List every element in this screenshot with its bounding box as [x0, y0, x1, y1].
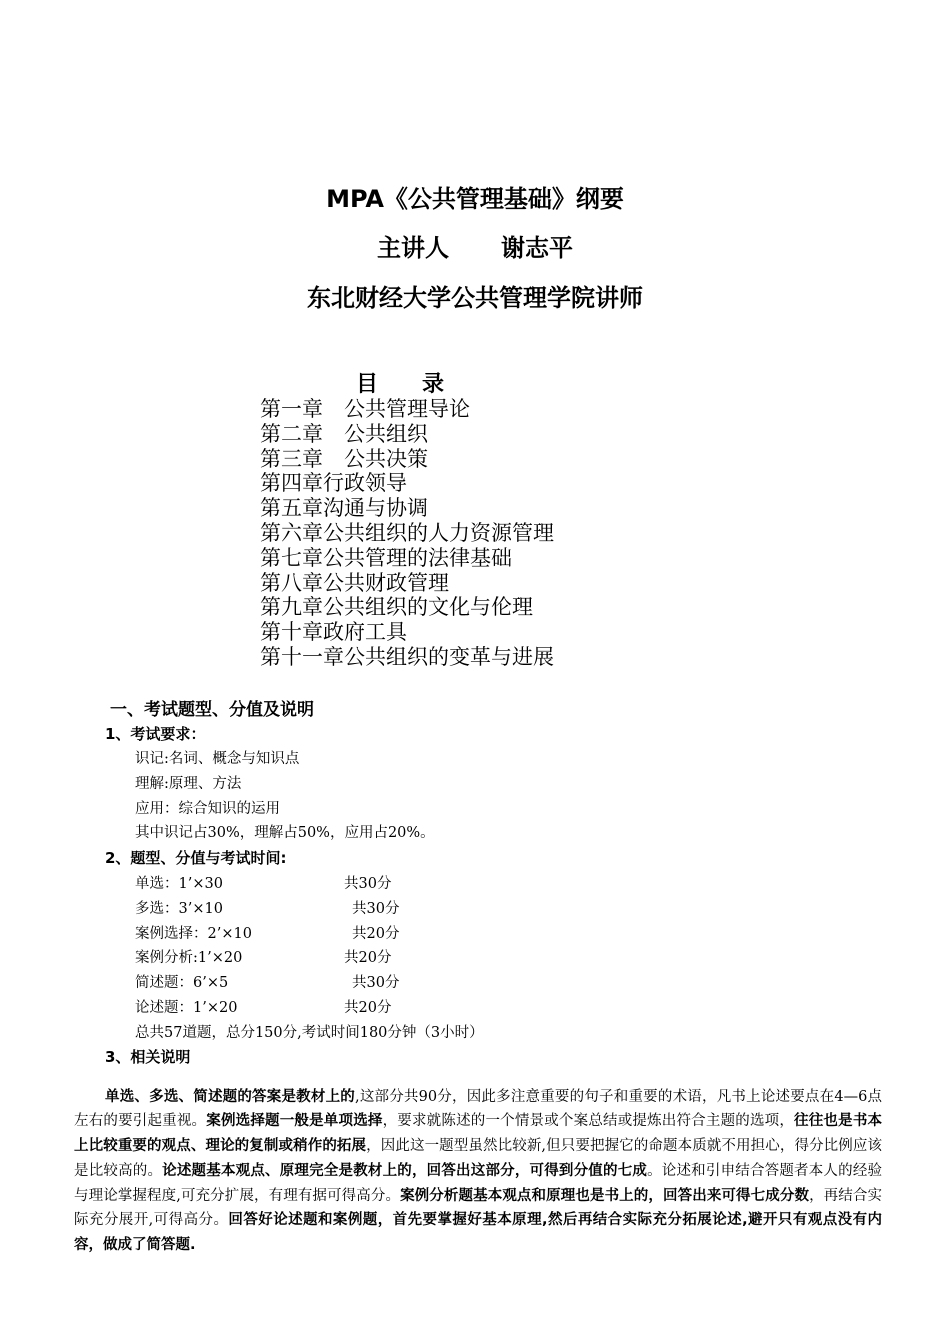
text-run: ，要求就陈述的一个情景或个案总结或提炼出符合主题的选项，: [382, 1113, 795, 1130]
lecturer-name: 谢志平: [501, 234, 573, 262]
question-type-row: [135, 996, 484, 1021]
exam-requirements-list: [135, 747, 435, 846]
subsection-heading-question-types: 2、题型、分值与考试时间:: [105, 849, 287, 867]
question-type-score: 共30分: [344, 876, 392, 892]
lecturer-line: [0, 232, 950, 264]
toc-item: 第六章公共组织的人力资源管理: [260, 520, 554, 545]
question-type-label: 简述题：6’×5: [135, 975, 229, 992]
toc-item: 第七章公共管理的法律基础: [260, 545, 512, 570]
question-type-row: [135, 897, 484, 922]
toc-item: 第九章公共组织的文化与伦理: [260, 595, 533, 620]
question-type-score: 共30分: [352, 900, 400, 917]
notes-paragraph: [74, 1085, 882, 1259]
toc-item: 第八章公共财政管理: [260, 570, 449, 595]
question-type-label: 单选：1’×30: [135, 876, 223, 892]
subsection-heading-exam-requirements: 1、考试要求：: [105, 725, 206, 743]
question-type-row: [135, 872, 484, 897]
question-type-label: 论述题：1’×20: [135, 999, 238, 1016]
list-item: 应用：综合知识的运用: [135, 800, 280, 817]
text-run: ，因此这一题型虽然比较新,但只要把握它的命题本质就不用担心，得分比例应该是比较高的。: [74, 1138, 882, 1179]
list-item: 识记:名词、概念与知识点: [135, 751, 300, 767]
subsection-heading-notes: 3、相关说明: [105, 1048, 191, 1066]
emphasis-run: 案例选择题一般是单项选择: [206, 1113, 383, 1130]
question-type-score: 共20分: [352, 925, 400, 942]
toc-heading: 目 录: [356, 372, 445, 397]
question-type-label: 案例分析:1’×20: [135, 950, 243, 967]
toc-item: 第三章 公共决策: [260, 446, 428, 471]
document-title: MPA《公共管理基础》纲要: [326, 185, 624, 213]
affiliation: 东北财经大学公共管理学院讲师: [307, 284, 643, 312]
toc-item: 第二章 公共组织: [260, 421, 428, 446]
question-type-row: [135, 922, 484, 947]
text-run: 。论述和引申结合答题者本人的经验与理论掌握程度,可充分扩展，有理有据可得高分。: [74, 1162, 883, 1204]
question-type-row: [135, 946, 484, 971]
section-heading: 一、考试题型、分值及说明: [110, 700, 314, 720]
emphasis-run: 回答好论述题和案例题，首先要掌握好基本原理,然后再结合实际充分拓展论述,避开只有观点没有内容，做成了简答题.: [74, 1212, 883, 1254]
question-types-list: [135, 872, 484, 1046]
question-type-label: 多选：3’×10: [135, 900, 223, 917]
toc-item: 第十一章公共组织的变革与进展: [260, 644, 554, 669]
question-type-score: 共30分: [352, 975, 400, 992]
toc-item: 第四章行政领导: [260, 471, 407, 496]
emphasis-run: 单选、多选、简述题的答案是教材上的: [105, 1088, 355, 1105]
text-run: ，再结合实际充分展开,可得高分。: [74, 1187, 883, 1229]
question-type-score: 共20分: [344, 999, 392, 1016]
toc-item: 第十章政府工具: [260, 620, 407, 645]
emphasis-run: 往往也是书本上比较重要的观点、理论的复制或稍作的拓展: [74, 1113, 883, 1155]
emphasis-run: 案例分析题基本观点和原理也是书上的，回答出来可得七成分数: [400, 1187, 810, 1204]
lecturer-label: 主讲人: [377, 234, 449, 262]
list-item: 理解:原理、方法: [135, 775, 242, 792]
toc-item: 第五章沟通与协调: [260, 496, 428, 521]
table-of-contents: [260, 397, 554, 670]
text-run: ,这部分共90分，因此多注意重要的句子和重要的术语，凡书上论述要点在4—6点左右的要引起重视。: [74, 1088, 882, 1130]
list-item: 其中识记占30%，理解占50%，应用占20%。: [135, 825, 435, 842]
toc-item: 第一章 公共管理导论: [260, 397, 470, 421]
question-type-row: [135, 971, 484, 996]
question-type-label: 案例选择：2’×10: [135, 925, 252, 942]
question-type-score: 共20分: [344, 950, 392, 967]
emphasis-run: 论述题基本观点、原理完全是教材上的，回答出这部分，可得到分值的七成: [162, 1162, 648, 1179]
exam-summary: 总共57道题，总分150分,考试时间180分钟（3小时）: [135, 1024, 484, 1041]
